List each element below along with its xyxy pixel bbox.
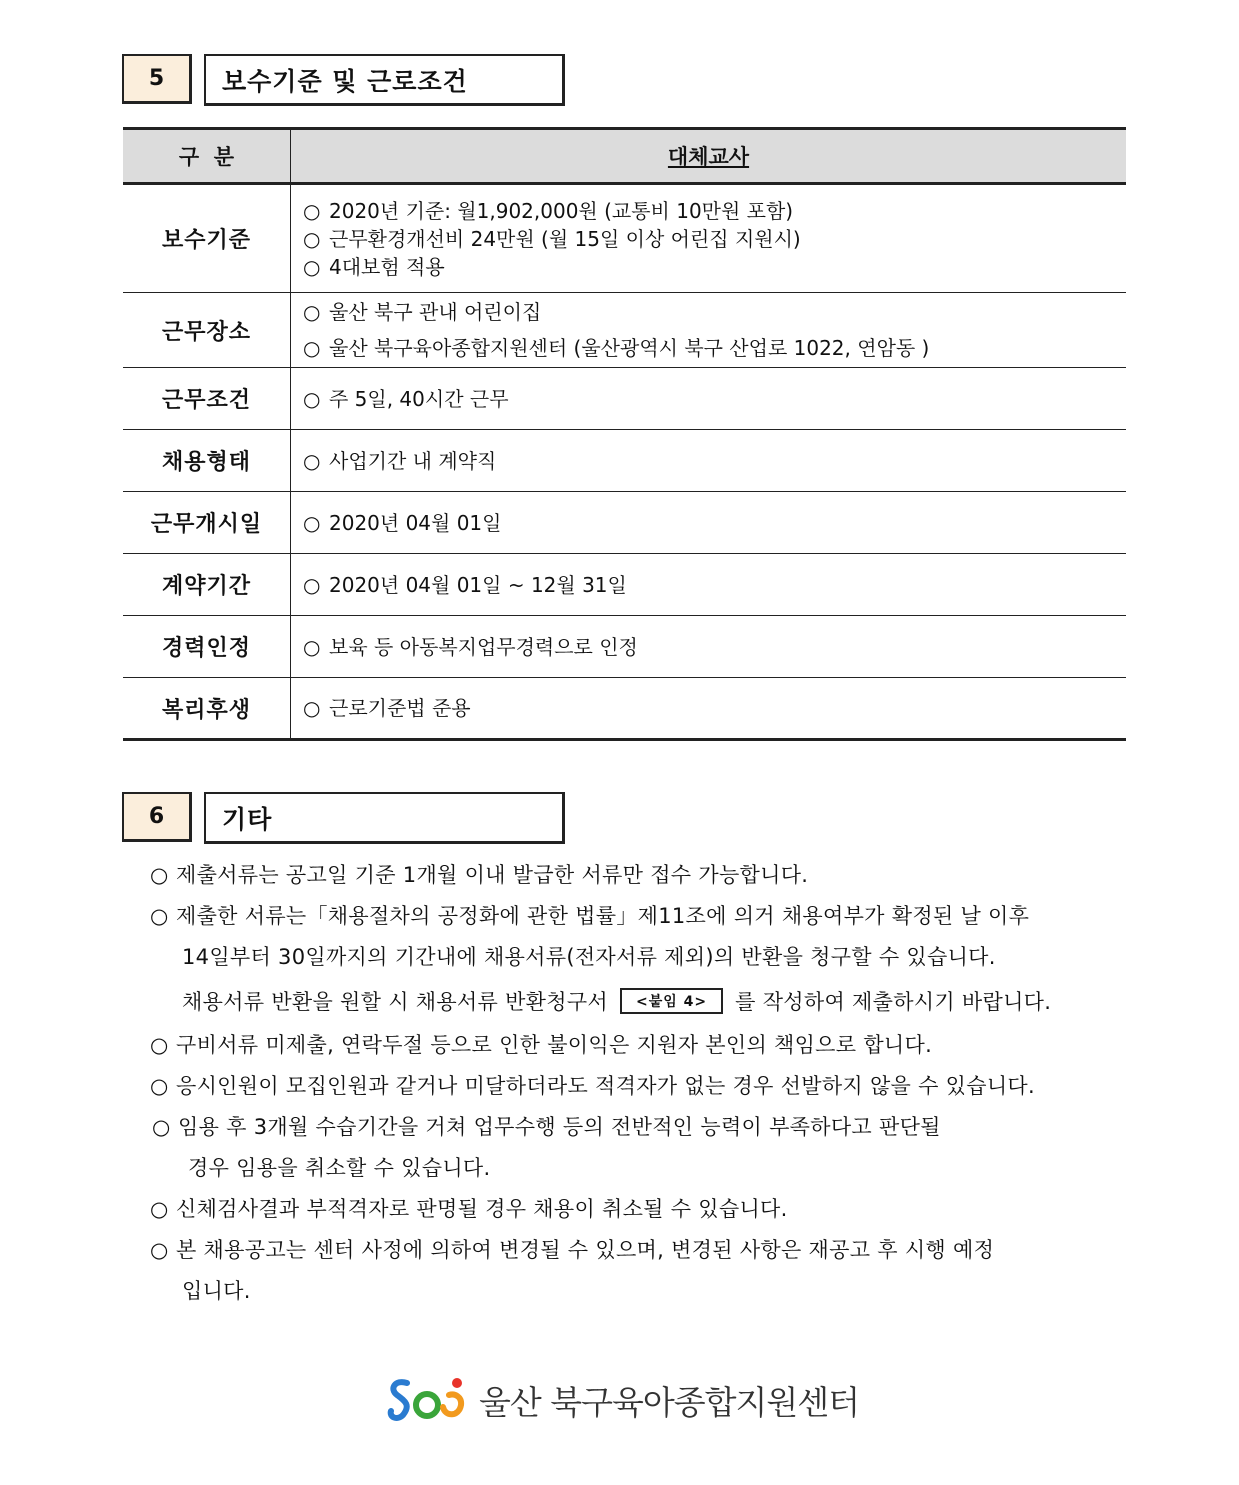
table-row [123, 554, 1126, 616]
table-row [123, 492, 1126, 554]
row-label: 경력인정 [123, 616, 291, 678]
circle-bullet-icon: ○ [303, 198, 321, 223]
circle-bullet-icon: ○ [303, 448, 321, 473]
section-5-number: 5 [122, 54, 192, 104]
circle-bullet-icon: ○ [150, 904, 169, 928]
list-item: ○ 본 채용공고는 센터 사정에 의하여 변경될 수 있으며, 변경된 사항은 재공고 후 시행 예정 [150, 1238, 995, 1262]
row-label: 근무장소 [123, 293, 291, 368]
row-value: ○ 2020년 04월 01일 [291, 492, 1127, 554]
list-item: ○ 제출한 서류는「채용절차의 공정화에 관한 법률」제11조에 의거 채용여부가 확정된 날 이후 [150, 904, 1030, 928]
circle-bullet-icon: ○ [303, 254, 321, 279]
row-value: ○ 2020년 기준: 월1,902,000원 (교통비 10만원 포함) ○ 근무환경개선비 24만원 (월 15일 이상 어린집 지원시) ○ 4대보험 적용 [291, 184, 1127, 293]
row-label: 계약기간 [123, 554, 291, 616]
row-value: ○ 근로기준법 준용 [291, 678, 1127, 740]
section-6-title: 기타 [204, 792, 565, 844]
circle-bullet-icon: ○ [303, 386, 321, 411]
section-6-number: 6 [122, 792, 192, 842]
circle-bullet-icon: ○ [150, 1238, 169, 1262]
section-5-title: 보수기준 및 근로조건 [204, 54, 565, 106]
table-row [123, 368, 1126, 430]
center-logo-text: 울산 북구육아종합지원센터 [479, 1382, 860, 1422]
row-value: ○ 사업기간 내 계약직 [291, 430, 1127, 492]
circle-bullet-icon: ○ [150, 863, 169, 887]
attachment-badge: <붙임 4> [620, 988, 723, 1014]
row-value: ○ 보육 등 아동복지업무경력으로 인정 [291, 616, 1127, 678]
row-label: 보수기준 [123, 184, 291, 293]
circle-bullet-icon: ○ [150, 1074, 169, 1098]
list-item-continuation: 14일부터 30일까지의 기간내에 채용서류(전자서류 제외)의 반환을 청구할 수 있습니다. [182, 945, 996, 969]
table-row [123, 616, 1126, 678]
circle-bullet-icon: ○ [303, 226, 321, 251]
row-label: 복리후생 [123, 678, 291, 740]
row-label: 근무개시일 [123, 492, 291, 554]
list-item: ○ 응시인원이 모집인원과 같거나 미달하더라도 적격자가 없는 경우 선발하지 않을 수 있습니다. [150, 1074, 1035, 1098]
row-label: 채용형태 [123, 430, 291, 492]
table-row [123, 293, 1126, 368]
list-item: ○ 구비서류 미제출, 연락두절 등으로 인한 불이익은 지원자 본인의 책임으로 합니다. [150, 1033, 933, 1057]
list-item-continuation: 경우 임용을 취소할 수 있습니다. [188, 1156, 491, 1180]
header-substitute-teacher: 대체교사 [291, 129, 1127, 184]
list-item: ○ 임용 후 3개월 수습기간을 거쳐 업무수행 등의 전반적인 능력이 부족하다고 판단될 [152, 1115, 941, 1139]
conditions-table [123, 127, 1126, 741]
circle-bullet-icon: ○ [303, 634, 321, 659]
row-value: ○ 주 5일, 40시간 근무 [291, 368, 1127, 430]
circle-bullet-icon: ○ [303, 572, 321, 597]
table-header-row [123, 129, 1126, 184]
table-row [123, 184, 1126, 293]
circle-bullet-icon: ○ [303, 336, 321, 360]
table-row [123, 678, 1126, 740]
row-value: ○ 2020년 04월 01일 ~ 12월 31일 [291, 554, 1127, 616]
header-category: 구 분 [123, 129, 291, 184]
list-item: ○ 신체검사결과 부적격자로 판명될 경우 채용이 취소될 수 있습니다. [150, 1197, 788, 1221]
list-item-continuation: 입니다. [182, 1279, 251, 1303]
list-item-continuation: 채용서류 반환을 원할 시 채용서류 반환청구서 <붙임 4> 를 작성하여 제출하시기 바랍니다. [182, 990, 1052, 1014]
circle-bullet-icon: ○ [303, 696, 321, 720]
table-row [123, 430, 1126, 492]
circle-bullet-icon: ○ [303, 300, 321, 324]
circle-bullet-icon: ○ [150, 1033, 169, 1057]
center-logo-icon [385, 1373, 471, 1427]
list-item: ○ 제출서류는 공고일 기준 1개월 이내 발급한 서류만 접수 가능합니다. [150, 863, 809, 887]
circle-bullet-icon: ○ [150, 1197, 169, 1221]
circle-bullet-icon: ○ [303, 510, 321, 535]
center-logo [385, 1372, 859, 1428]
row-value: ○ 울산 북구 관내 어린이집 ○ 울산 북구육아종합지원센터 (울산광역시 북구 산업로 1022, 연암동 ) [291, 293, 1127, 368]
circle-bullet-icon: ○ [152, 1115, 171, 1139]
row-label: 근무조건 [123, 368, 291, 430]
